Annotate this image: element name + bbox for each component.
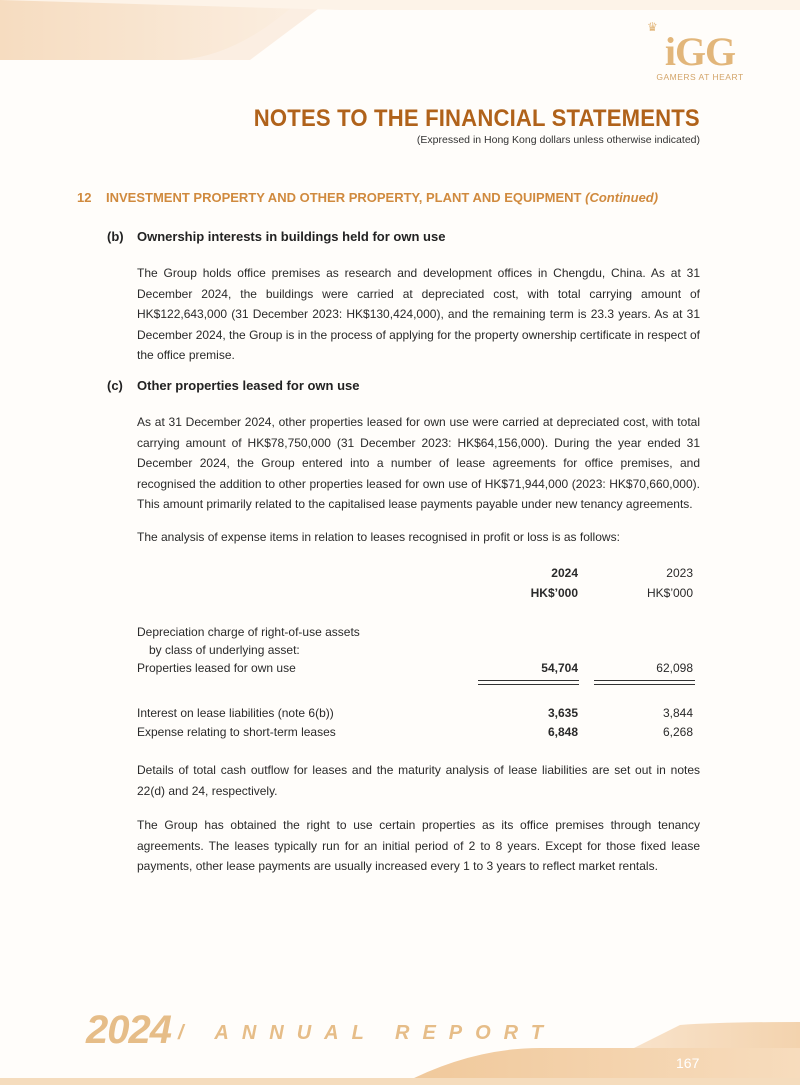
subsection-c-paragraph-2: The analysis of expense items in relation to leases recognised in profit or loss is as follows: <box>137 530 620 544</box>
row-value-2023: 3,844 <box>662 706 693 720</box>
row-value-2023: 6,268 <box>662 725 693 739</box>
crown-icon: ♛ <box>647 20 658 34</box>
subsection-b-heading <box>107 229 445 244</box>
company-logo <box>640 20 760 90</box>
depreciation-heading-line-1: Depreciation charge of right-of-use assets <box>137 625 360 639</box>
page-title: NOTES TO THE FINANCIAL STATEMENTS <box>253 105 700 132</box>
subsection-c-label: (c) <box>107 378 123 393</box>
page-subtitle: (Expressed in Hong Kong dollars unless otherwise indicated) <box>416 134 700 146</box>
table-header-unit-row <box>137 586 700 604</box>
row-label: Interest on lease liabilities (note 6(b)) <box>137 706 334 720</box>
subsection-b-title: Ownership interests in buildings held for own use <box>137 229 446 244</box>
logo-tagline: GAMERS AT HEART <box>656 72 744 82</box>
page-number: 167 <box>676 1055 700 1071</box>
double-underline-2024 <box>478 680 579 685</box>
double-underline-2023 <box>594 680 695 685</box>
section-number: 12 <box>77 190 92 205</box>
footer-year: 2024 <box>86 1008 171 1052</box>
col-2023-header: 2023 <box>666 566 693 580</box>
subsection-b-label: (b) <box>107 229 124 244</box>
subsection-c-paragraph-4: The Group has obtained the right to use certain properties as its office premises through tenancy agreements. The leases typically run for an initial period of 2 to 8 years. Except for those fixed lease payments, other lease payments are usually increased every 1 to 3 years to reflect market rentals. <box>137 818 700 873</box>
row-value-2024: 6,848 <box>547 725 578 739</box>
table-row <box>137 725 700 743</box>
table-header-year-row <box>137 566 700 584</box>
footer-report-title: / ANNUAL REPORT <box>178 1022 556 1044</box>
section-heading <box>77 190 658 205</box>
table-row <box>137 661 700 679</box>
subsection-c-paragraph-1: As at 31 December 2024, other properties leased for own use were carried at depreciated cost, with total carrying amount of HK$78,750,000 (31 December 2023: HK$64,156,000). During the year ended 31 December 2024, the Group entered into a number of lease agreements for office premises, and recognised the addition to other properties leased for own use of HK$71,944,000 (2023: HK$70,660,000). This amount primarily related to the capitalised lease payments payable under new tenancy agreements. <box>137 415 700 511</box>
col-2024-unit: HK$’000 <box>530 586 578 600</box>
table-row-heading <box>137 625 700 643</box>
subsection-c-heading <box>107 378 360 393</box>
row-label: Expense relating to short-term leases <box>137 725 336 739</box>
subsection-c-title: Other properties leased for own use <box>137 378 360 393</box>
row-value-2024: 3,635 <box>547 706 578 720</box>
row-value-2024: 54,704 <box>541 661 578 675</box>
subsection-c-paragraph-3: Details of total cash outflow for leases and the maturity analysis of lease liabilities are set out in notes 22(d) and 24, respectively. <box>137 763 700 798</box>
col-2024-header: 2024 <box>551 566 578 580</box>
section-continued: (Continued) <box>585 190 659 205</box>
row-value-2023: 62,098 <box>656 661 693 675</box>
section-title: INVESTMENT PROPERTY AND OTHER PROPERTY, PLANT AND EQUIPMENT <box>106 190 582 205</box>
subsection-b-paragraph: The Group holds office premises as research and development offices in Chengdu, China. As at 31 December 2024, the buildings were carried at depreciated cost, with total carrying amount of HK$122,643,000 (31 December 2023: HK$130,424,000), and the remaining term is 23.3 years. As at 31 December 2024, the Group is in the process of applying for the property ownership certificate in respect of the office premise. <box>137 266 700 362</box>
depreciation-heading-line-2: by class of underlying asset: <box>149 643 300 657</box>
table-row-heading <box>137 643 700 661</box>
col-2023-unit: HK$’000 <box>646 586 693 600</box>
table-row <box>137 706 700 724</box>
row-label: Properties leased for own use <box>137 661 296 675</box>
logo-mark: iGG <box>664 29 736 74</box>
